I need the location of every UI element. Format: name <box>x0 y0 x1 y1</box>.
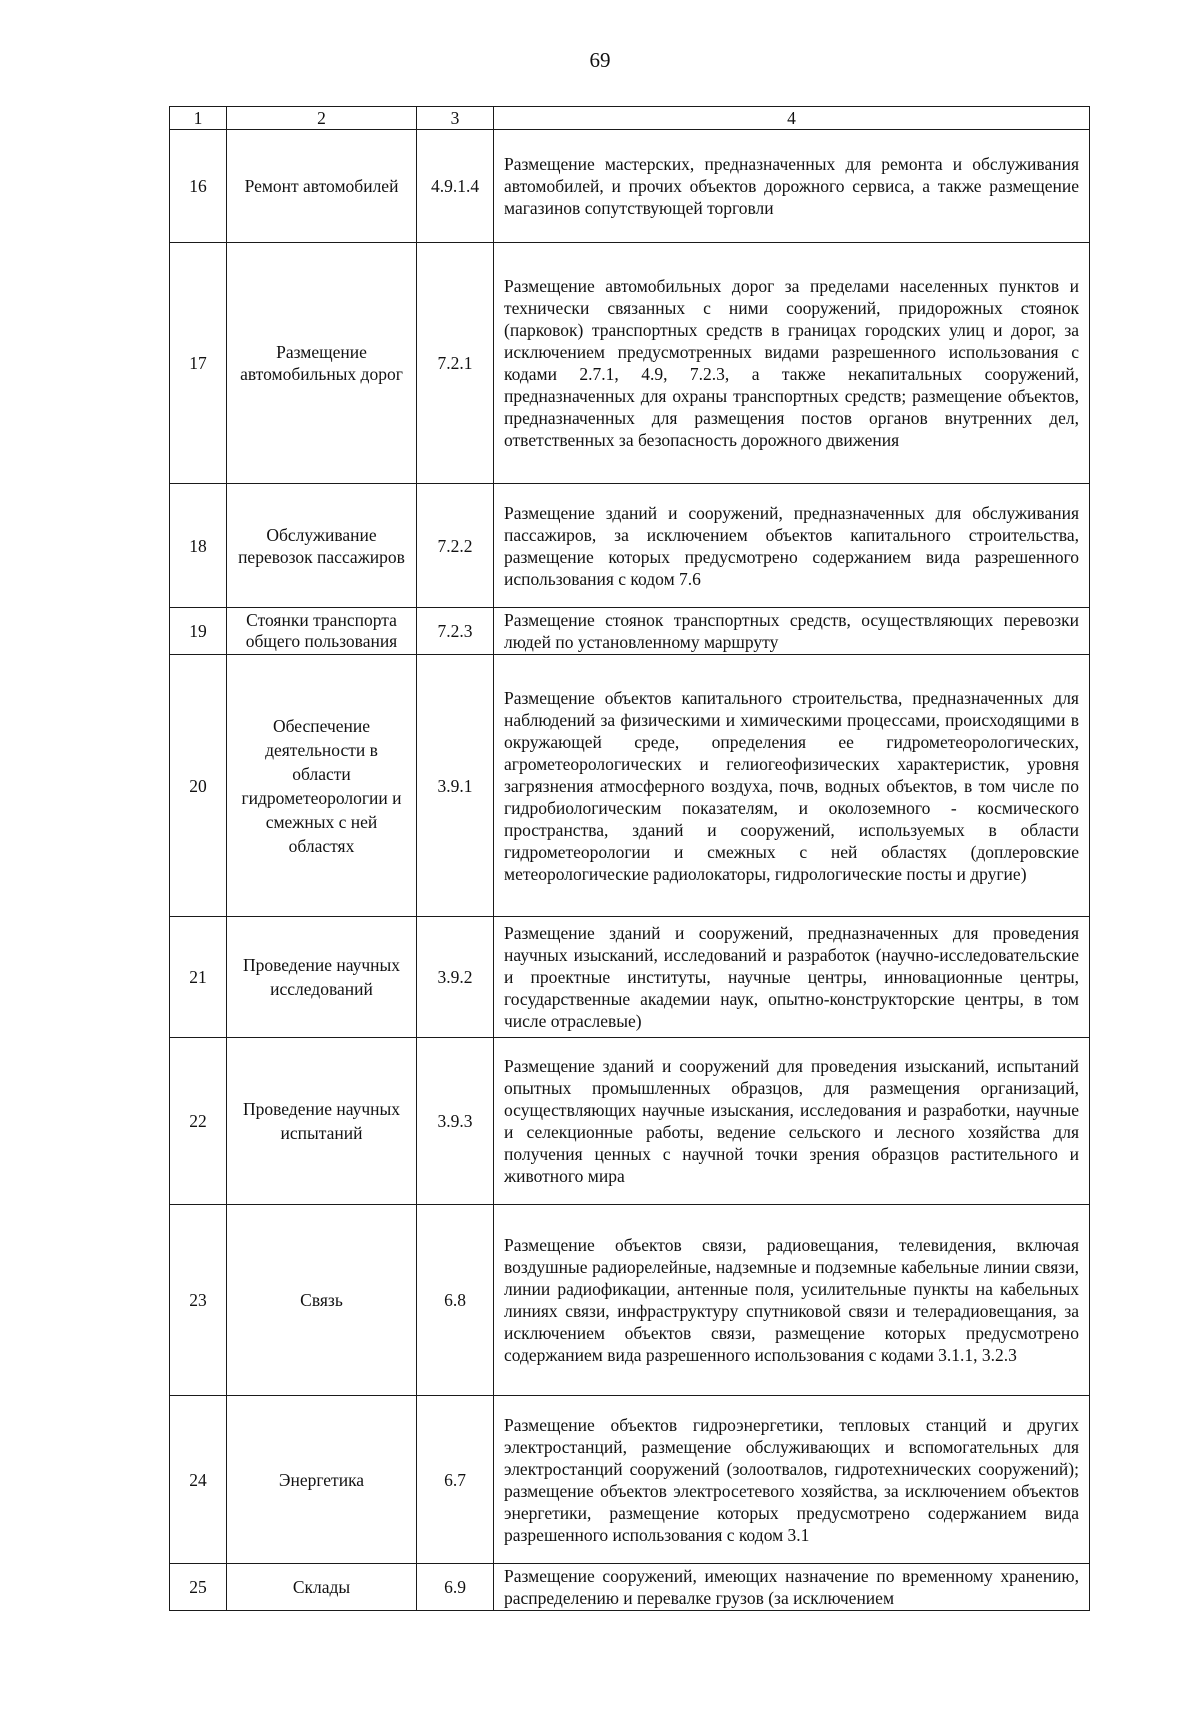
row-number: 23 <box>170 1205 227 1396</box>
row-number: 21 <box>170 917 227 1038</box>
row-name: Склады <box>227 1564 417 1611</box>
table-row <box>170 608 1090 655</box>
row-name: Размещение автомобильных дорог <box>227 243 417 484</box>
row-code: 7.2.3 <box>417 608 494 655</box>
row-name: Проведение научных исследований <box>227 917 417 1038</box>
page-number: 69 <box>589 48 611 72</box>
row-code: 3.9.3 <box>417 1038 494 1205</box>
row-number: 16 <box>170 130 227 243</box>
row-description <box>494 608 1090 655</box>
table-row <box>170 1564 1090 1611</box>
row-name: Обслуживание перевозок пассажиров <box>227 484 417 608</box>
row-description-text: Размещение объектов капитального строительства, предназначенных для наблюдений за физическими и химическими процессами, происходящими в окружающей среде, определения ее гидрометеорологических, агрометеорологических и гелиогеофизических характеристик, уровня загрязнения атмосферного воздуха, почв, водных объектов, в том числе по гидробиологическим показателям, и околоземного - космического пространства, зданий и сооружений, используемых в области гидрометеорологии и смежных с ней областях (доплеровские метеорологические радиолокаторы, гидрологические посты и другие) <box>504 687 1079 884</box>
row-number: 18 <box>170 484 227 608</box>
row-description <box>494 484 1090 608</box>
table-row <box>170 130 1090 243</box>
row-description-text: Размещение стоянок транспортных средств, осуществляющих перевозки людей по установленному маршруту <box>504 610 1079 652</box>
row-name: Проведение научных испытаний <box>227 1038 417 1205</box>
row-description-text: Размещение объектов связи, радиовещания, телевидения, включая воздушные радиорелейные, надземные и подземные кабельные линии связи, линии радиофикации, антенные поля, усилительные пункты на кабельных линиях связи, инфраструктуру спутниковой связи и телерадиовещания, за исключением объектов связи, размещение которых предусмотрено содержанием вида разрешенного использования с кодами 3.1.1, 3.2.3 <box>504 1235 1079 1365</box>
row-code: 6.8 <box>417 1205 494 1396</box>
row-description-text: Размещение автомобильных дорог за пределами населенных пунктов и технически связанных с ними сооружений, придорожных стоянок (парковок) транспортных средств в границах городских улиц и дорог, за исключением предусмотренных видами разрешенного использования с кодами 2.7.1, 4.9, 7.2.3, а также некапитальных сооружений, предназначенных для охраны транспортных средств; размещение объектов, предназначенных для размещения постов органов внутренних дел, ответственных за безопасность дорожного движения <box>504 276 1079 450</box>
row-description-text: Размещение сооружений, имеющих назначение по временному хранению, распределению и перевалке грузов (за исключением <box>504 1566 1079 1608</box>
row-code: 3.9.1 <box>417 655 494 917</box>
row-description-text: Размещение зданий и сооружений для проведения изысканий, испытаний опытных промышленных образцов, для размещения организаций, осуществляющих научные изыскания, исследования и разработки, научные и селекционные работы, ведение сельского и лесного хозяйства для получения ценных с научной точки зрения образцов растительного и животного мира <box>504 1056 1079 1186</box>
land-use-table <box>169 106 1090 1611</box>
row-name: Энергетика <box>227 1396 417 1564</box>
row-description <box>494 1396 1090 1564</box>
row-code: 6.7 <box>417 1396 494 1564</box>
row-number: 25 <box>170 1564 227 1611</box>
row-name: Ремонт автомобилей <box>227 130 417 243</box>
row-number: 17 <box>170 243 227 484</box>
row-number: 19 <box>170 608 227 655</box>
table-header-row <box>170 107 1090 130</box>
table-row <box>170 484 1090 608</box>
row-name: Обеспечение деятельности в области гидрометеорологии и смежных с ней областях <box>227 655 417 917</box>
row-description <box>494 655 1090 917</box>
table-row <box>170 1038 1090 1205</box>
row-number: 24 <box>170 1396 227 1564</box>
row-description <box>494 1038 1090 1205</box>
row-description <box>494 1564 1090 1611</box>
row-code: 3.9.2 <box>417 917 494 1038</box>
row-name: Связь <box>227 1205 417 1396</box>
header-col-2: 2 <box>227 107 417 130</box>
row-code: 7.2.2 <box>417 484 494 608</box>
row-description <box>494 130 1090 243</box>
row-name: Стоянки транспорта общего пользования <box>227 608 417 655</box>
row-description-text: Размещение объектов гидроэнергетики, тепловых станций и других электростанций, размещение обслуживающих и вспомогательных для электростанций сооружений (золоотвалов, гидротехнических сооружений); размещение объектов электросетевого хозяйства, за исключением объектов энергетики, размещение которых предусмотрено содержанием вида разрешенного использования с кодом 3.1 <box>504 1414 1079 1545</box>
row-description <box>494 917 1090 1038</box>
table-row <box>170 917 1090 1038</box>
row-code: 6.9 <box>417 1564 494 1611</box>
row-code: 4.9.1.4 <box>417 130 494 243</box>
row-description-text: Размещение мастерских, предназначенных для ремонта и обслуживания автомобилей, и прочих объектов дорожного сервиса, а также размещение магазинов сопутствующей торговли <box>504 154 1079 218</box>
row-code: 7.2.1 <box>417 243 494 484</box>
header-col-4: 4 <box>494 107 1090 130</box>
row-description <box>494 1205 1090 1396</box>
row-description-text: Размещение зданий и сооружений, предназначенных для обслуживания пассажиров, за исключением объектов капитального строительства, размещение которых предусмотрено содержанием вида разрешенного использования с кодом 7.6 <box>504 502 1079 589</box>
header-col-1: 1 <box>170 107 227 130</box>
row-description-text: Размещение зданий и сооружений, предназначенных для проведения научных изысканий, исследований и разработок (научно-исследовательские и проектные институты, научные центры, инновационные центры, государственные академии наук, опытно-конструкторские центры, в том числе отраслевые) <box>504 923 1079 1031</box>
row-number: 22 <box>170 1038 227 1205</box>
header-col-3: 3 <box>417 107 494 130</box>
table-row <box>170 1205 1090 1396</box>
table-row <box>170 655 1090 917</box>
row-description <box>494 243 1090 484</box>
table-row <box>170 1396 1090 1564</box>
table-row <box>170 243 1090 484</box>
row-number: 20 <box>170 655 227 917</box>
